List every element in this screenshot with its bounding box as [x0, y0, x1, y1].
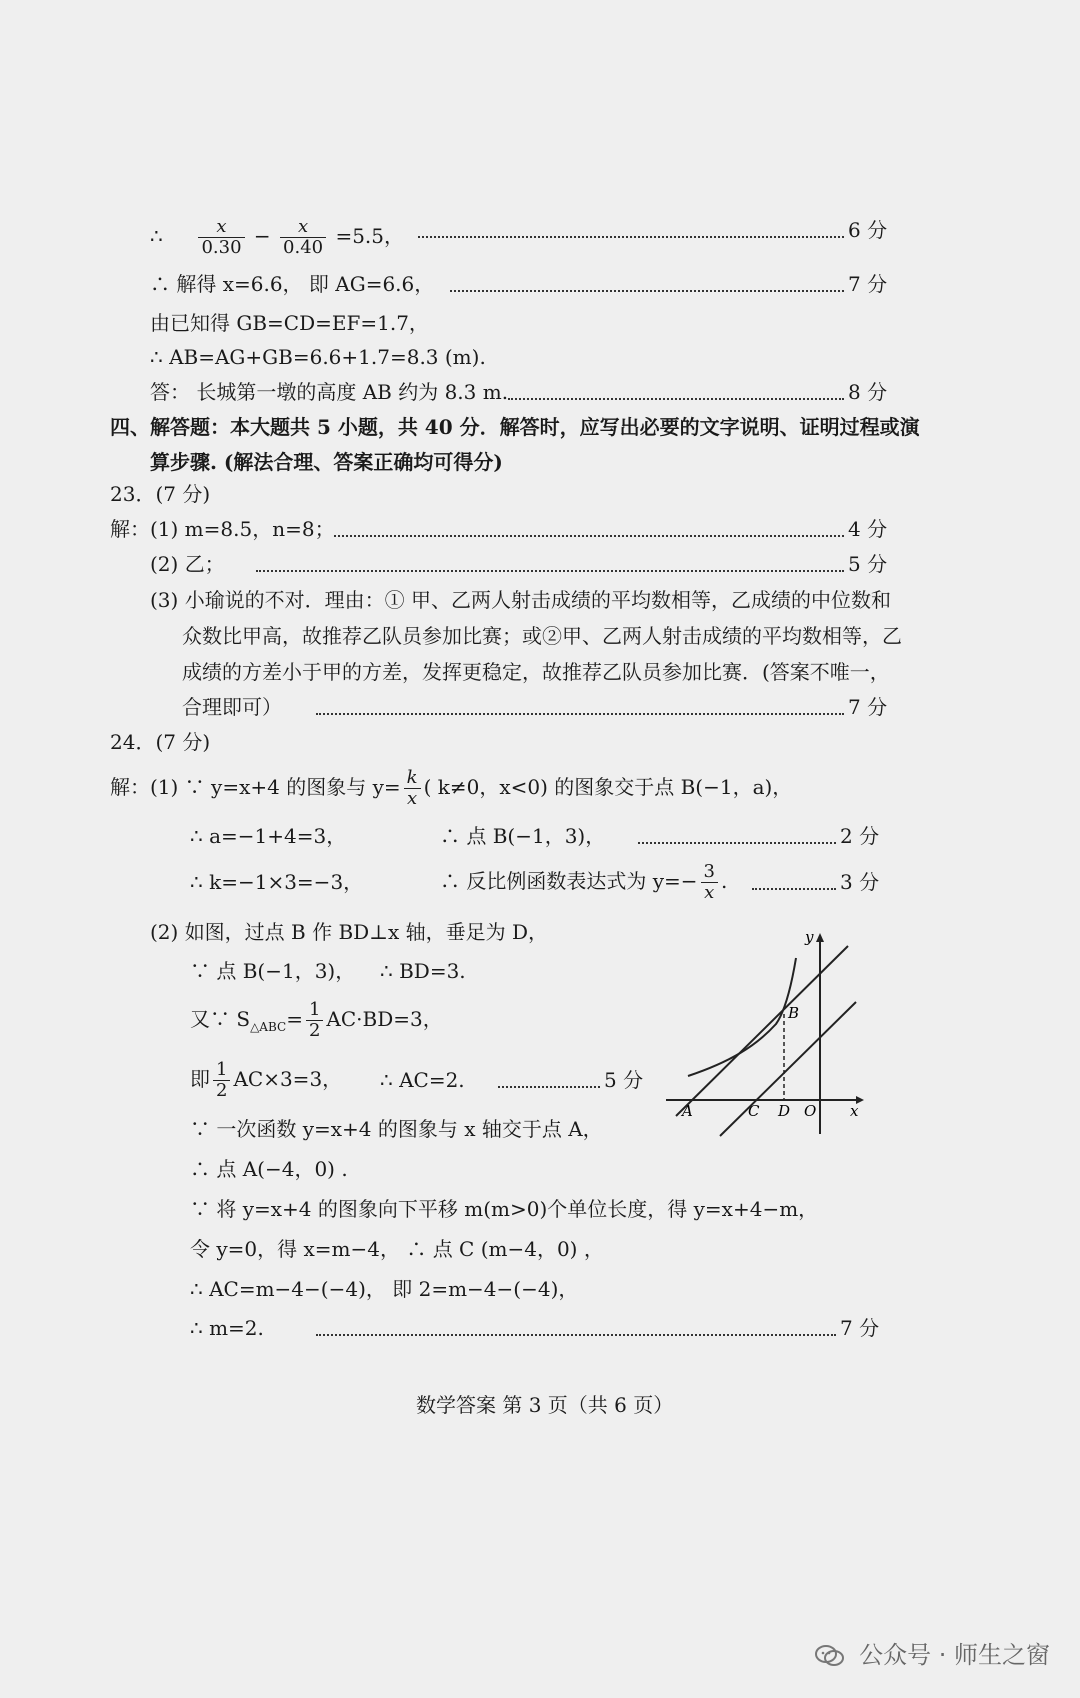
score-7c: 7 分 — [840, 1316, 880, 1340]
q23-header: 23．(7 分) — [110, 482, 211, 506]
solve-line: ∴ 解得 x=6.6， 即 AG=6.6， — [150, 272, 435, 296]
q24-translate: ∵ 将 y=x+4 的图象向下平移 m(m>0)个单位长度，得 y=x+4−m， — [190, 1197, 819, 1221]
coordinate-figure — [660, 920, 880, 1140]
q24-area-line: 又∵ $S_{\triangle ABC}=$ $\frac{1}{2}$ AC·BD=3， — [190, 999, 443, 1041]
q24-point-a: ∴ 点 A(−4，0) . — [190, 1157, 348, 1181]
fraction-k-over-x: $\frac{k}{x}$ — [404, 768, 421, 809]
q24-k-line: ∴ k=−1×3=−3， — [190, 870, 364, 894]
q24-a-line: ∴ a=−1+4=3， — [190, 824, 347, 848]
dotted-leader — [752, 888, 836, 890]
label-c: C — [748, 1102, 760, 1120]
score-3: 3 分 — [840, 870, 880, 894]
q24-header: 24．(7 分) — [110, 730, 211, 754]
dotted-leader — [450, 290, 844, 292]
page-footer: 数学答案 第 3 页（共 6 页） — [416, 1393, 674, 1417]
label-o: O — [804, 1102, 817, 1120]
score-5b: 5 分 — [604, 1068, 644, 1092]
q24-because-b: ∵ 点 B(−1，3)， — [190, 959, 356, 983]
y-label: y — [805, 928, 814, 946]
q23-part1: 解：(1) m=8.5，n=8； — [110, 517, 335, 541]
therefore-symbol: ∴ — [150, 224, 163, 248]
q24-ac-equation: ∴ AC=m−4−(−4)， 即 2=m−4−(−4)， — [190, 1277, 579, 1301]
dotted-leader — [638, 842, 836, 844]
dotted-leader — [316, 713, 844, 715]
score-5: 5 分 — [848, 552, 888, 576]
fraction-one-half: $\frac{1}{2}$ — [306, 1000, 323, 1041]
dotted-leader — [256, 570, 844, 572]
q24-ac-line: 即 $\frac{1}{2}$ AC×3=3， — [190, 1059, 343, 1101]
q23-part3-line4: 合理即可） — [182, 695, 282, 719]
label-d: D — [778, 1102, 791, 1120]
label-a: A — [682, 1102, 693, 1120]
q24-point-c: 令 y=0，得 x=m−4， ∴ 点 C (m−4，0) ， — [190, 1237, 604, 1261]
dotted-leader — [316, 1334, 836, 1336]
line-y-x-plus-4 — [676, 946, 848, 1116]
q24-b-point-line: ∴ 点 B(−1，3)， — [440, 824, 606, 848]
ab-line: ∴ AB=AG+GB=6.6+1.7=8.3 (m). — [150, 345, 486, 369]
q23-part3-line3: 成绩的方差小于甲的方差，发挥更稳定，故推荐乙队员参加比赛．(答案不唯一， — [182, 660, 890, 684]
fraction-one-half-b: $\frac{1}{2}$ — [213, 1060, 230, 1101]
q23-part3-line2: 众数比甲高，故推荐乙队员参加比赛；或②甲、乙两人射击成绩的平均数相等，乙 — [182, 624, 902, 648]
dotted-leader — [508, 398, 844, 400]
dotted-leader — [334, 535, 844, 537]
section-heading-cont: 算步骤. (解法合理、答案正确均可得分) — [150, 450, 503, 474]
q24-intersection: ∵ 一次函数 y=x+4 的图象与 x 轴交于点 A， — [190, 1117, 603, 1141]
answer-line: 答： 长城第一墩的高度 AB 约为 8.3 m. — [150, 380, 509, 404]
score-6: 6 分 — [848, 218, 888, 242]
dotted-leader — [418, 236, 844, 238]
hyperbola-curve — [688, 958, 796, 1076]
label-b: B — [788, 1004, 800, 1022]
fraction-x-over-030: $\frac{x}{0.30}$ — [198, 217, 244, 258]
x-label: x — [850, 1102, 859, 1120]
score-2: 2 分 — [840, 824, 880, 848]
known-line: 由已知得 GB=CD=EF=1.7， — [150, 311, 429, 335]
q24-m-result: ∴ m=2. — [190, 1316, 264, 1340]
score-8: 8 分 — [848, 380, 888, 404]
q24-bd: ∴ BD=3. — [380, 959, 466, 983]
q24-expression-line: ∴ 反比例函数表达式为 y=− $\frac{3}{x}$ . — [440, 861, 728, 903]
score-7: 7 分 — [848, 272, 888, 296]
equation-line-1: ∴ $\frac{x}{0.30}$ − $\frac{x}{0.40}$ =5.5， — [150, 216, 405, 258]
q23-part3-line1: (3) 小瑜说的不对．理由：① 甲、乙两人射击成绩的平均数相等，乙成绩的中位数和 — [150, 588, 892, 612]
y-axis-arrow — [816, 933, 824, 942]
fraction-3-over-x: $\frac{3}{x}$ — [701, 862, 718, 903]
section-heading: 四、解答题：本大题共 5 小题，共 40 分．解答时，应写出必要的文字说明、证明过程或演 — [110, 415, 920, 439]
q23-part2: (2) 乙； — [150, 552, 225, 576]
q24-part2-intro: (2) 如图，过点 B 作 BD⊥x 轴，垂足为 D， — [150, 920, 549, 944]
fraction-x-over-040: $\frac{x}{0.40}$ — [280, 217, 326, 258]
score-7b: 7 分 — [848, 695, 888, 719]
q24-ac-result: ∴ AC=2. — [380, 1068, 465, 1092]
wechat-icon — [815, 1645, 845, 1667]
wechat-watermark: 公众号 · 师生之窗 — [815, 1635, 1050, 1670]
score-4: 4 分 — [848, 517, 888, 541]
q24-statement: 解：(1) ∵ y=x+4 的图象与 y= $\frac{k}{x}$ ( k≠0，x<0) 的图象交于点 B(−1，a)， — [110, 767, 793, 809]
dotted-leader — [498, 1086, 600, 1088]
